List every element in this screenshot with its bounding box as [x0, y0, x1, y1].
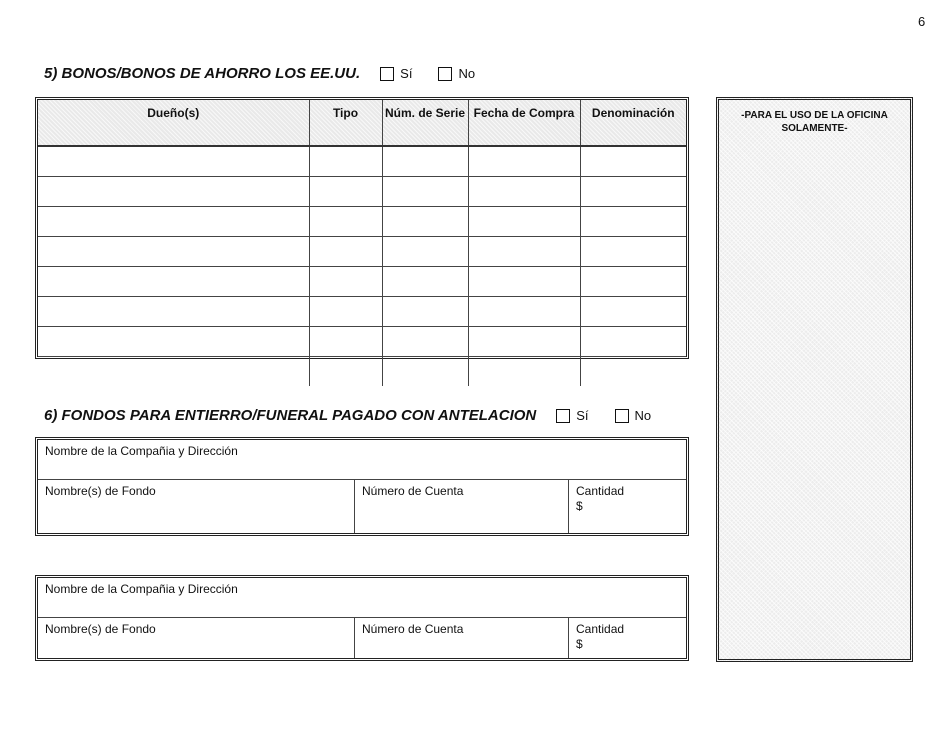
cell-denomination[interactable] — [580, 146, 686, 177]
checkbox-icon[interactable] — [438, 67, 452, 81]
funeral-fund-box-2 — [35, 575, 689, 661]
cell-serial[interactable] — [382, 267, 468, 297]
cell-denomination[interactable] — [580, 267, 686, 297]
section5-title: 5) BONOS/BONOS DE AHORRO LOS EE.UU. — [44, 65, 361, 82]
table-row — [38, 207, 686, 237]
section6-no-option[interactable] — [615, 408, 652, 423]
cell-owner[interactable] — [38, 177, 309, 207]
cell-type[interactable] — [309, 297, 382, 327]
account-number-label: Número de Cuenta — [362, 484, 464, 498]
checkbox-icon[interactable] — [380, 67, 394, 81]
table-row — [38, 267, 686, 297]
fund-name-label: Nombre(s) de Fondo — [45, 484, 156, 498]
cell-owner[interactable] — [38, 357, 309, 387]
cell-type[interactable] — [309, 207, 382, 237]
cell-type[interactable] — [309, 146, 382, 177]
office-use-panel — [716, 97, 913, 662]
cell-denomination[interactable] — [580, 177, 686, 207]
column-header-type: Tipo — [309, 100, 382, 146]
funeral-fund-box-1 — [35, 437, 689, 536]
cell-owner[interactable] — [38, 267, 309, 297]
cell-serial[interactable] — [382, 146, 468, 177]
fund-name-field[interactable] — [38, 618, 355, 658]
table-row — [38, 146, 686, 177]
fund-name-label: Nombre(s) de Fondo — [45, 622, 156, 636]
cell-denomination[interactable] — [580, 327, 686, 357]
cell-purchase-date[interactable] — [468, 207, 580, 237]
cell-owner[interactable] — [38, 207, 309, 237]
currency-symbol: $ — [576, 637, 583, 651]
section6-header — [44, 407, 651, 424]
cell-owner[interactable] — [38, 146, 309, 177]
amount-field[interactable] — [569, 480, 686, 533]
cell-type[interactable] — [309, 267, 382, 297]
section5-no-label: No — [458, 66, 476, 81]
cell-denomination[interactable] — [580, 297, 686, 327]
fund-name-field[interactable] — [38, 480, 355, 533]
cell-purchase-date[interactable] — [468, 297, 580, 327]
account-number-field[interactable] — [355, 618, 569, 658]
section6-title: 6) FONDOS PARA ENTIERRO/FUNERAL PAGADO CON ANTELACION — [44, 407, 537, 424]
cell-denomination[interactable] — [580, 207, 686, 237]
cell-serial[interactable] — [382, 357, 468, 387]
cell-serial[interactable] — [382, 177, 468, 207]
cell-serial[interactable] — [382, 207, 468, 237]
section5-yes-label: Sí — [400, 66, 413, 81]
cell-type[interactable] — [309, 237, 382, 267]
company-address-field[interactable] — [38, 440, 686, 480]
cell-owner[interactable] — [38, 297, 309, 327]
account-number-field[interactable] — [355, 480, 569, 533]
checkbox-icon[interactable] — [615, 409, 629, 423]
cell-owner[interactable] — [38, 327, 309, 357]
bonds-header-row — [38, 100, 686, 146]
table-row — [38, 357, 686, 387]
company-address-label: Nombre de la Compañia y Dirección — [45, 582, 238, 596]
currency-symbol: $ — [576, 499, 583, 513]
bonds-table — [35, 97, 689, 359]
page-number: 6 — [918, 14, 926, 29]
checkbox-icon[interactable] — [556, 409, 570, 423]
column-header-serial: Núm. de Serie — [382, 100, 468, 146]
cell-type[interactable] — [309, 357, 382, 387]
cell-serial[interactable] — [382, 327, 468, 357]
cell-purchase-date[interactable] — [468, 267, 580, 297]
office-use-label: -PARA EL USO DE LA OFICINA SOLAMENTE- — [741, 110, 888, 134]
amount-field[interactable] — [569, 618, 686, 658]
amount-label: Cantidad — [576, 622, 625, 636]
section5-yes-option[interactable] — [380, 66, 412, 81]
section5-header — [44, 65, 475, 82]
cell-purchase-date[interactable] — [468, 237, 580, 267]
company-address-field[interactable] — [38, 578, 686, 618]
section5-no-option[interactable] — [438, 66, 475, 81]
column-header-denomination: Denominación — [580, 100, 686, 146]
cell-purchase-date[interactable] — [468, 146, 580, 177]
table-row — [38, 297, 686, 327]
cell-owner[interactable] — [38, 237, 309, 267]
cell-purchase-date[interactable] — [468, 357, 580, 387]
amount-label: Cantidad — [576, 484, 625, 498]
column-header-owner: Dueño(s) — [38, 100, 309, 146]
table-row — [38, 177, 686, 207]
table-row — [38, 327, 686, 357]
account-number-label: Número de Cuenta — [362, 622, 464, 636]
company-address-label: Nombre de la Compañia y Dirección — [45, 444, 238, 458]
column-header-purchase-date: Fecha de Compra — [468, 100, 580, 146]
cell-purchase-date[interactable] — [468, 177, 580, 207]
section6-yes-label: Sí — [576, 408, 589, 423]
cell-serial[interactable] — [382, 297, 468, 327]
cell-purchase-date[interactable] — [468, 327, 580, 357]
section6-no-label: No — [634, 408, 652, 423]
cell-type[interactable] — [309, 327, 382, 357]
cell-serial[interactable] — [382, 237, 468, 267]
section6-yes-option[interactable] — [556, 408, 588, 423]
cell-type[interactable] — [309, 177, 382, 207]
cell-denomination[interactable] — [580, 357, 686, 387]
cell-denomination[interactable] — [580, 237, 686, 267]
table-row — [38, 237, 686, 267]
